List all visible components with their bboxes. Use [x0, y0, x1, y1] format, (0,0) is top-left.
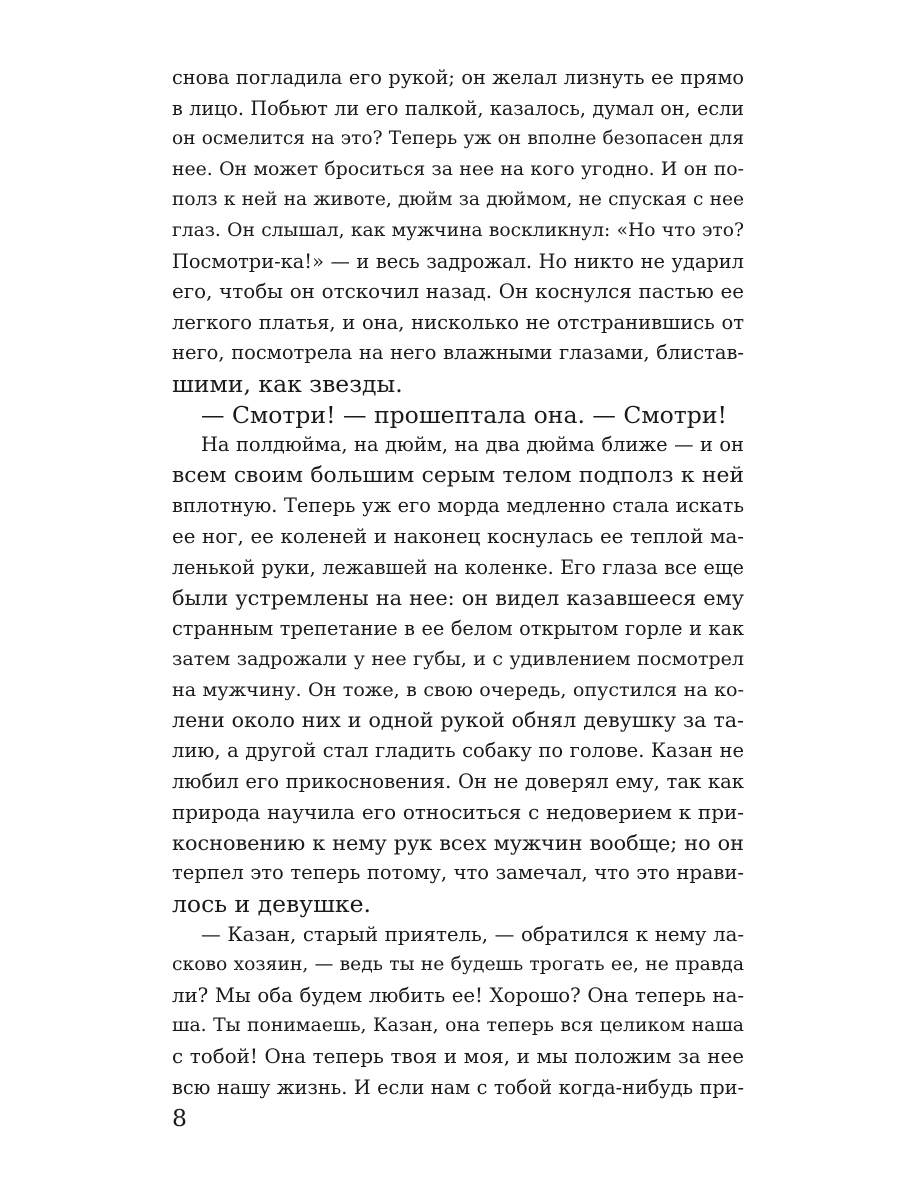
text-line: лени около них и одной рукой обнял девушку за та-	[172, 708, 744, 733]
text-line: всем своим большим серым телом подполз к ней	[172, 462, 744, 488]
text-line: полз к ней на животе, дюйм за дюймом, не спуская с нее	[172, 189, 744, 211]
body-text	[172, 63, 744, 1103]
text-line: затем задрожали у нее губы, и с удивлением посмотрел	[172, 648, 744, 671]
text-line: сково хозяин, — ведь ты не будешь трогать ее, не правда	[172, 954, 744, 976]
text-line: — Смотри! — прошептала она. — Смотри!	[201, 400, 727, 429]
text-line: с тобой! Она теперь твоя и моя, и мы положим за нее	[172, 1045, 744, 1068]
text-line: ли? Мы оба будем любить ее! Хорошо? Она теперь на-	[172, 983, 744, 1007]
text-line: природа научила его относиться с недоверием к при-	[172, 800, 744, 825]
text-line: ленькой руки, лежавшей на коленке. Его глаза все еще	[172, 555, 744, 579]
text-line: его, чтобы он отскочил назад. Он коснулся пастью ее	[172, 280, 744, 304]
text-line: косновению к нему рук всех мужчин вообще; но он	[172, 830, 744, 855]
text-line: лось и девушке.	[172, 890, 371, 919]
text-line: — Казан, старый приятель, — обратился к нему ла-	[201, 922, 744, 946]
text-line: На полдюйма, на дюйм, на два дюйма ближе — и он	[201, 433, 744, 457]
text-line: легкого платья, и она, нисколько не отстранившись от	[172, 310, 744, 334]
text-line: всю нашу жизнь. И если нам с тобой когда-нибудь при-	[172, 1075, 744, 1099]
text-line: на мужчину. Он тоже, в свою очередь, опустился на ко-	[172, 677, 744, 701]
text-line: терпел это теперь потому, что замечал, что это нрави-	[172, 861, 744, 885]
text-line: снова погладила его рукой; он желал лизнуть ее прямо	[172, 66, 744, 89]
text-line: шими, как звезды.	[172, 369, 403, 398]
text-line: нее. Он может броситься за нее на кого угодно. И он по-	[172, 158, 744, 180]
text-line: лию, а другой стал гладить собаку по голове. Казан не	[172, 739, 744, 763]
text-line: Посмотри-ка!» — и весь задрожал. Но никто не ударил	[172, 249, 744, 273]
text-line: ша. Ты понимаешь, Казан, она теперь вся целиком наша	[172, 1015, 744, 1037]
text-line: были устремлены на нее: он видел казавшееся ему	[172, 586, 744, 611]
text-line: он осмелится на это? Теперь уж он вполне безопасен для	[172, 128, 744, 150]
text-line: ее ног, ее коленей и наконец коснулась ее теплой ма-	[172, 524, 744, 548]
text-line: вплотную. Теперь уж его морда медленно стала искать	[172, 494, 744, 518]
text-line: него, посмотрела на него влажными глазами, блистав-	[172, 341, 744, 365]
text-line: глаз. Он слышал, как мужчина воскликнул: «Но что это?	[172, 219, 744, 241]
text-line: любил его прикосновения. Он не доверял ему, так как	[172, 769, 744, 793]
text-line: в лицо. Побьют ли его палкой, казалось, думал он, если	[172, 96, 744, 120]
text-line: странным трепетание в ее белом открытом горле и как	[172, 616, 744, 640]
page-number: 8	[172, 1104, 187, 1132]
